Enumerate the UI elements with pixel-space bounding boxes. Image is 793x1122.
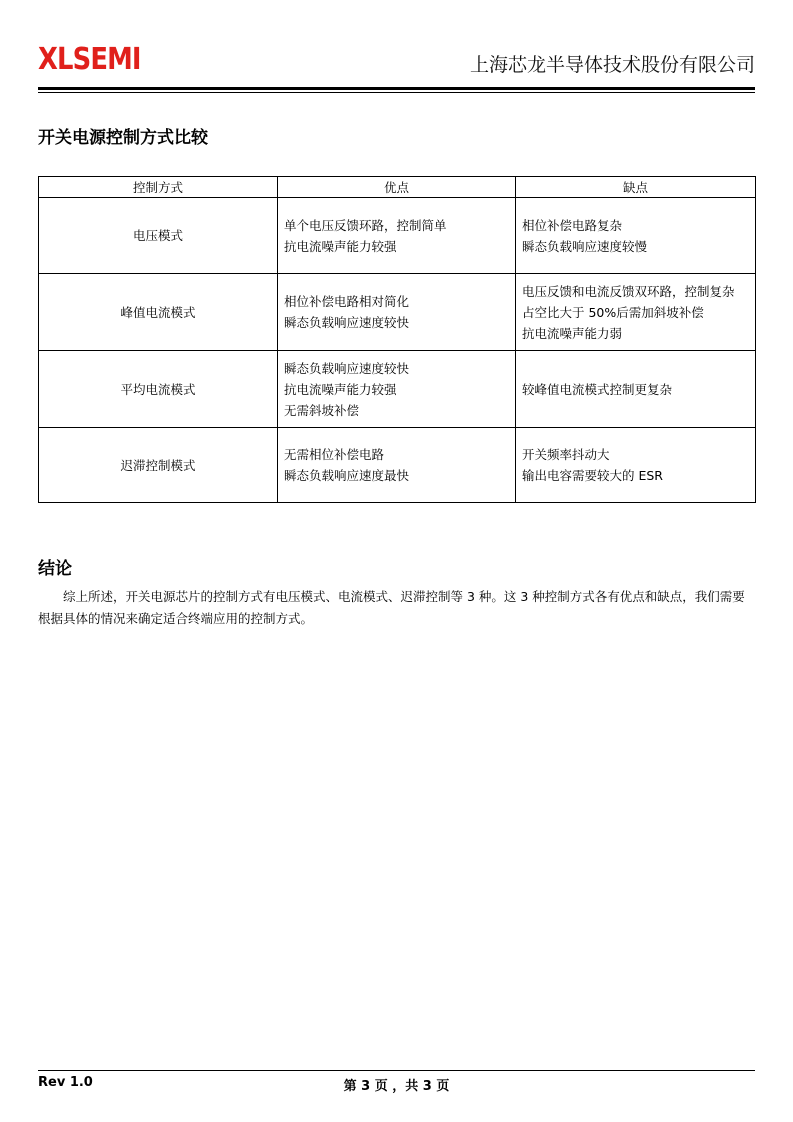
pros-cell xyxy=(278,428,516,503)
cons-cell xyxy=(516,198,756,274)
table-row xyxy=(39,428,756,503)
cons-cell xyxy=(516,428,756,503)
comparison-table xyxy=(38,176,756,503)
cons-cell xyxy=(516,274,756,351)
pros-line: 瞬态负载响应速度较快 xyxy=(284,315,410,330)
header-divider-thin xyxy=(38,92,755,93)
pros-line: 相位补偿电路相对简化 xyxy=(284,294,410,309)
cons-line: 瞬态负载响应速度较慢 xyxy=(522,238,648,254)
table-row xyxy=(39,351,756,428)
cons-line: 较峰值电流模式控制更复杂 xyxy=(522,381,673,397)
mode-cell: 峰值电流模式 xyxy=(39,274,278,351)
footer-divider xyxy=(38,1070,755,1071)
company-logo: XLSEMI xyxy=(38,42,141,77)
page-number: 第 3 页 ，共 3 页 xyxy=(343,1079,450,1094)
pros-line: 无需相位补偿电路 xyxy=(284,447,385,462)
pros-line: 无需斜坡补偿 xyxy=(284,402,360,418)
mode-cell: 电压模式 xyxy=(39,198,278,274)
pros-line: 抗电流噪声能力较强 xyxy=(284,238,397,254)
column-header-cons: 缺点 xyxy=(516,177,756,198)
cons-line: 相位补偿电路复杂 xyxy=(522,217,623,233)
header-divider-thick xyxy=(38,87,755,90)
column-header-mode: 控制方式 xyxy=(39,177,278,198)
cons-line: 电压反馈和电流反馈双环路，控制复杂 xyxy=(522,283,735,299)
mode-cell: 平均电流模式 xyxy=(39,351,278,428)
cons-line: 输出电容需要较大的 ESR xyxy=(522,468,663,483)
company-name: 上海芯龙半导体技术股份有限公司 xyxy=(469,54,755,76)
cons-line: 占空比大于 50%后需加斜坡补偿 xyxy=(522,304,704,320)
cons-line: 抗电流噪声能力弱 xyxy=(522,325,623,341)
column-header-pros: 优点 xyxy=(278,177,516,198)
section-title-conclusion: 结论 xyxy=(38,559,72,579)
pros-line: 瞬态负载响应速度较快 xyxy=(284,360,410,376)
pros-cell xyxy=(278,198,516,274)
conclusion-paragraph: 综上所述，开关电源芯片的控制方式有电压模式、电流模式、迟滞控制等 3 种。这 3 种控制方式各有优点和缺点，我们需要根据具体的情况来确定适合终端应用的控制方式。 xyxy=(38,589,745,626)
pros-line: 抗电流噪声能力较强 xyxy=(284,381,397,397)
pros-line: 瞬态负载响应速度最快 xyxy=(284,468,410,483)
pros-line: 单个电压反馈环路，控制简单 xyxy=(284,217,447,233)
table-row xyxy=(39,198,756,274)
mode-cell: 迟滞控制模式 xyxy=(39,428,278,503)
table-row xyxy=(39,274,756,351)
revision-label: Rev 1.0 xyxy=(38,1075,93,1090)
table-header-row xyxy=(39,177,756,198)
cons-cell xyxy=(516,351,756,428)
pros-cell xyxy=(278,274,516,351)
section-title-comparison: 开关电源控制方式比较 xyxy=(38,128,208,148)
pros-cell xyxy=(278,351,516,428)
cons-line: 开关频率抖动大 xyxy=(522,447,610,462)
